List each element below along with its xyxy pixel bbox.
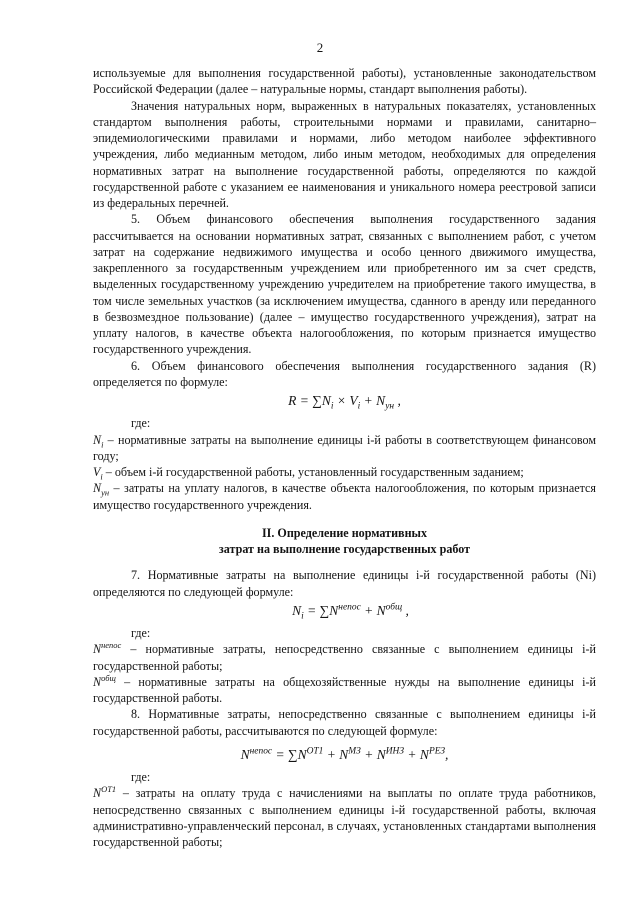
where-label: где:	[131, 416, 151, 431]
definition-ni-nepos: $N^{непос}$ – нормативные затраты, непосредственно связанные с выполнением единицы i-й государственной работы;	[93, 640, 596, 673]
formula-ni-nepos: $N^{непос} = \sum N^{ОТ1} + N^{МЗ} + N^{ИНЗ} + N^{РЕЗ}$,	[240, 746, 449, 762]
formula-r: $R = \sum N_i \times V_i + N_{ун}$ ,	[288, 393, 401, 412]
formula-ni: $N_i = \sum N^{непос} + N^{общ}$ ,	[292, 602, 409, 622]
definition-ni: $N_i$ – нормативные затраты на выполнение единицы i-й работы в соответствующем финансовом году;	[93, 432, 596, 463]
section-heading-line2: затрат на выполнение государственных работ	[218, 542, 471, 556]
paragraph-6: 6. Объем финансового обеспечения выполнения государственного задания (R) определяется по формуле:	[93, 358, 596, 389]
paragraph-5: 5. Объем финансового обеспечения выполнения государственного задания рассчитывается на основании нормативных затрат, связанных с выполнением работ, с учетом затрат на содержание недвижимого имущества и особо ценного движимого имущества, закрепленного за государственным учреждением или приобретенного им за счет средств, выделенных государственному учреждению учредителем на приобретение такого имущества, в том числе земельных участков (за исключением имущества, сданного в аренду или переданного в безвозмездное пользование) (далее – имущество государственного учреждения), затрат на уплату налогов, в качестве объекта налогообложения, по которым признается имущество государственного учреждения.	[93, 212, 596, 357]
where-label-2: где:	[131, 626, 151, 640]
document-body	[93, 65, 596, 850]
definition-vi: $V_i$ – объем i-й государственной работы, установленный государственным заданием;	[93, 465, 524, 482]
where-label-3: где:	[131, 770, 151, 784]
paragraph-natural-norms: Значения натуральных норм, выраженных в натуральных показателях, установленных стандартом выполнения работы, строительными нормами и правилами, санитарно–эпидемиологическими правилами и нормами, либо методом наиболее эффективного учреждения, либо медианным методом, либо иным методом, необходимых для определения нормативных затрат на выполнение государственной работы, определяются по каждой государственной работе с указанием ее наименования и уникального номера реестровой записи из федеральных перечней.	[93, 98, 596, 210]
page-number: 2	[316, 40, 324, 55]
paragraph-8: 8. Нормативные затраты, непосредственно связанные с выполнением единицы i-й государственной работы, рассчитываются по следующей формуле:	[93, 707, 596, 738]
definition-ni-obsh: $N^{общ}$ – нормативные затраты на общехозяйственные нужды на выполнение единицы i-й государственной работы.	[93, 672, 596, 705]
paragraph-7: 7. Нормативные затраты на выполнение единицы i-й государственной работы (Ni) определяются по следующей формуле:	[93, 568, 596, 599]
section-heading-line1: II. Определение нормативных	[261, 525, 428, 540]
section-heading	[93, 525, 596, 558]
definition-nun: $N_{ун}$ – затраты на уплату налогов, в качестве объекта налогообложения, по которым признается имущество государственного учреждения.	[93, 481, 596, 512]
paragraph-continuation: используемые для выполнения государственной работы), установленные законодательством Российской Федерации (далее – натуральные нормы, стандарт выполнения работы).	[93, 66, 596, 97]
definition-ni-ot1: $N^{ОТ1}$ – затраты на оплату труда с начислениями на выплаты по оплате труда работников, непосредственно связанных с выполнением единицы i-й государственной работы, включая административно-управленческий персонал, в случаях, установленных стандартами выполнения государственной работы;	[93, 784, 596, 849]
